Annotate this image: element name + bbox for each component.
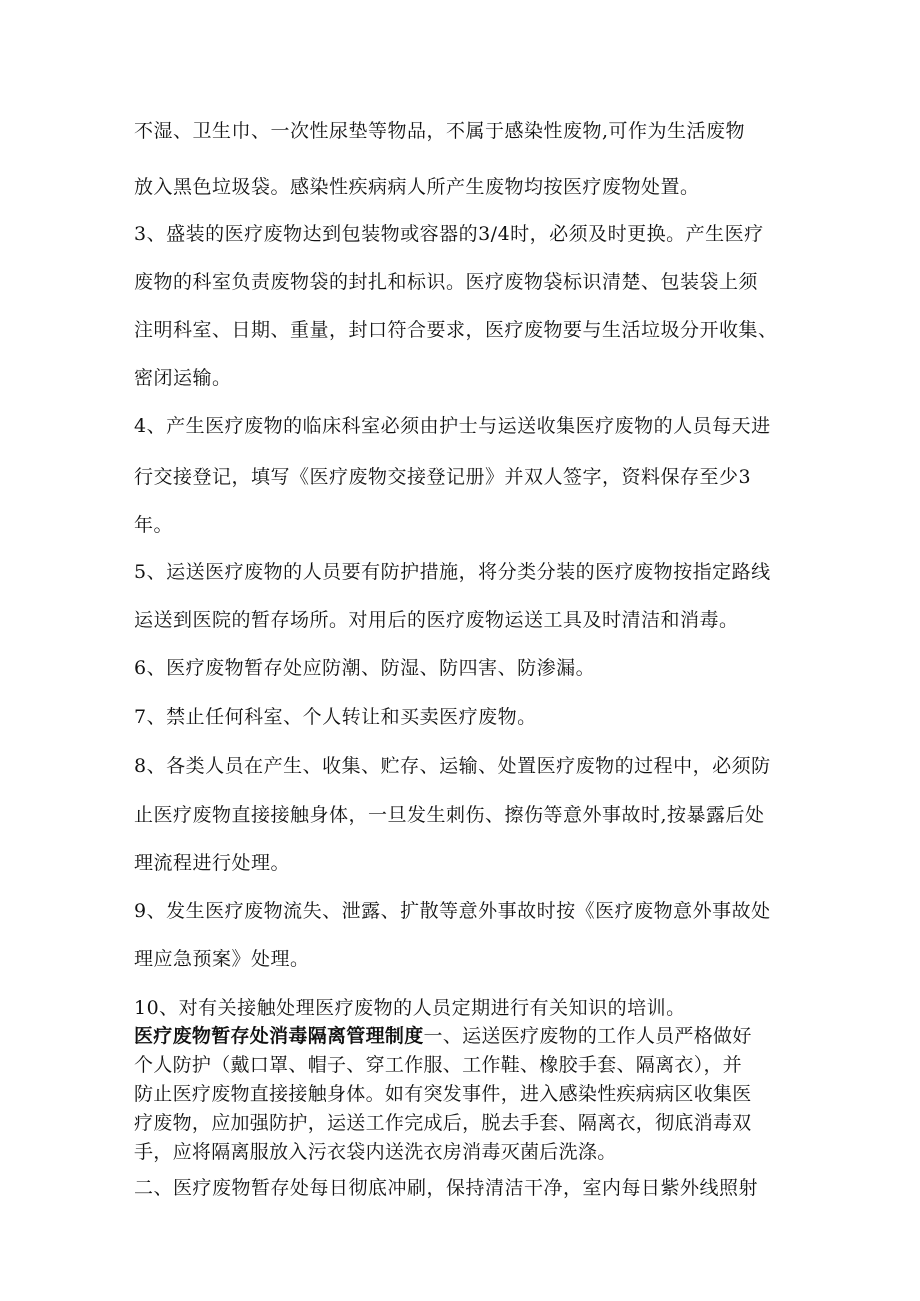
section-title: 医疗废物暂存处消毒隔离管理制度 bbox=[134, 1025, 424, 1047]
paragraph-line: 年。 bbox=[134, 514, 174, 536]
section-first-line bbox=[134, 1021, 752, 1048]
paragraph-line: 放入黑色垃圾袋。感染性疾病病人所产生废物均按医疗废物处置。 bbox=[134, 176, 700, 198]
paragraph-line: 不湿、卫生巾、一次性尿垫等物品，不属于感染性废物,可作为生活废物 bbox=[134, 120, 746, 142]
paragraph-line: 5、运送医疗废物的人员要有防护措施，将分类分装的医疗废物按指定路线 bbox=[134, 561, 771, 583]
paragraph-line: 理应急预案》处理。 bbox=[134, 948, 310, 970]
section-line: 疗废物，应加强防护，运送工作完成后，脱去手套、隔离衣，彻底消毒双 bbox=[134, 1112, 752, 1134]
paragraph-line: 3、盛装的医疗废物达到包装物或容器的3/4时，必须及时更换。产生医疗 bbox=[134, 223, 764, 245]
paragraph-line: 7、禁止任何科室、个人转让和买卖医疗废物。 bbox=[134, 706, 537, 728]
paragraph-line: 密闭运输。 bbox=[134, 367, 232, 389]
paragraph-line: 止医疗废物直接接触身体，一旦发生刺伤、擦伤等意外事故时,按暴露后处 bbox=[134, 804, 765, 826]
section-line: 手，应将隔离服放入污衣袋内送洗衣房消毒灭菌后洗涤。 bbox=[134, 1141, 617, 1163]
paragraph-line: 理流程进行处理。 bbox=[134, 852, 291, 874]
paragraph-line: 废物的科室负责废物袋的封扎和标识。医疗废物袋标识清楚、包装袋上须 bbox=[134, 271, 759, 293]
paragraph-line: 运送到医院的暂存场所。对用后的医疗废物运送工具及时清洁和消毒。 bbox=[134, 609, 739, 631]
paragraph-line: 注明科室、日期、重量，封口符合要求，医疗废物要与生活垃圾分开收集、 bbox=[134, 319, 778, 341]
section-first-line-text: 一、运送医疗废物的工作人员严格做好 bbox=[423, 1025, 752, 1047]
paragraph-line: 10、对有关接触处理医疗废物的人员定期进行有关知识的培训。 bbox=[134, 997, 686, 1019]
paragraph-line: 4、产生医疗废物的临床科室必须由护士与运送收集医疗废物的人员每天进 bbox=[134, 415, 771, 437]
paragraph-line: 行交接登记，填写《医疗废物交接登记册》并双人签字，资料保存至少3 bbox=[134, 466, 752, 488]
paragraph-line: 8、各类人员在产生、收集、贮存、运输、处置医疗废物的过程中，必须防 bbox=[134, 755, 771, 777]
paragraph-line: 9、发生医疗废物流失、泄露、扩散等意外事故时按《医疗废物意外事故处 bbox=[134, 900, 771, 922]
section-line: 防止医疗废物直接接触身体。如有突发事件，进入感染性疾病病区收集医 bbox=[134, 1083, 752, 1105]
paragraph-line: 二、医疗废物暂存处每日彻底冲刷，保持清洁干净，室内每日紫外线照射 bbox=[134, 1177, 759, 1199]
paragraph-line: 6、医疗废物暂存处应防潮、防湿、防四害、防渗漏。 bbox=[134, 657, 596, 679]
section-line: 个人防护（戴口罩、帽子、穿工作服、工作鞋、橡胶手套、隔离衣），并 bbox=[134, 1054, 743, 1076]
